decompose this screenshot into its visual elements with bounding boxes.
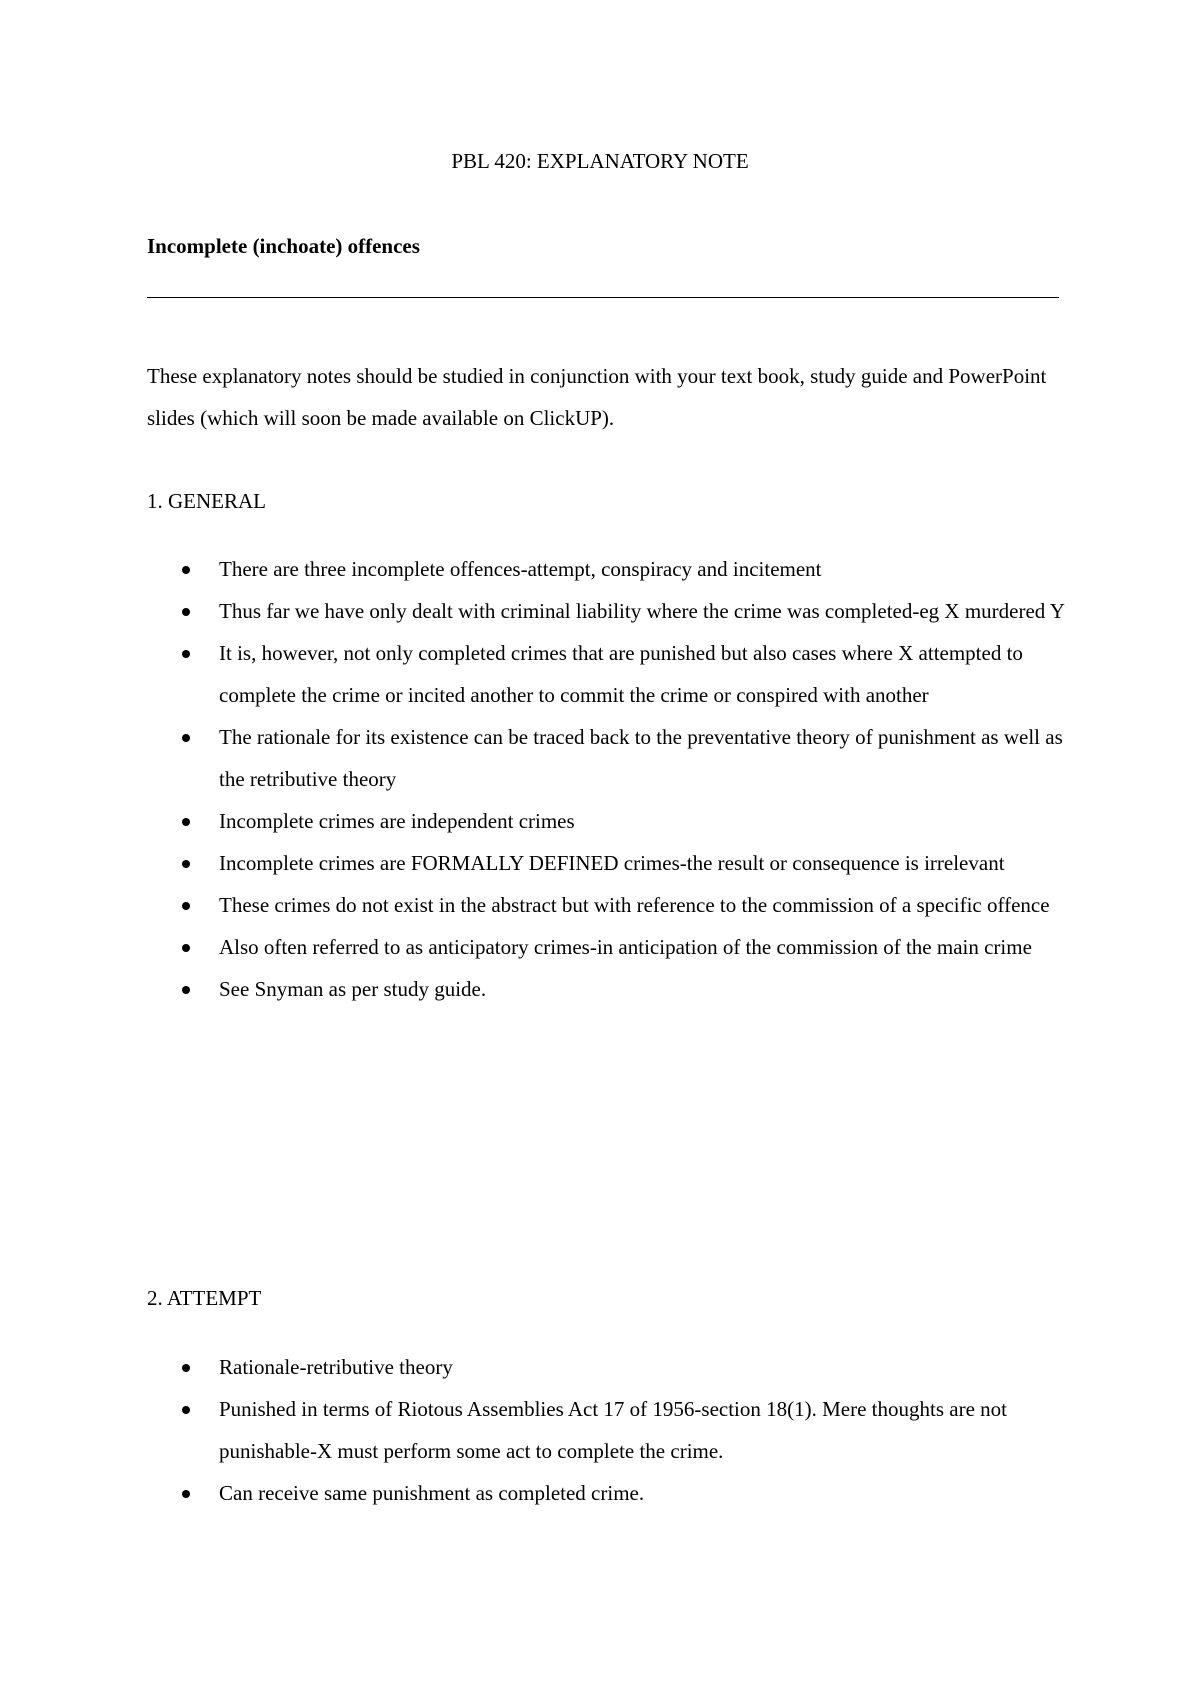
- list-item-text: See Snyman as per study guide.: [219, 977, 487, 1001]
- list-item: [147, 884, 1067, 926]
- document-title: PBL 420: EXPLANATORY NOTE: [451, 149, 749, 173]
- list-item: [147, 968, 1067, 1010]
- bullet-icon: [182, 860, 190, 868]
- bullet-icon: [182, 1490, 190, 1498]
- horizontal-rule: [147, 297, 1059, 298]
- bullet-icon: [182, 650, 190, 658]
- list-item-text: It is, however, not only completed crimes that are punished but also cases where X attempted to complete the crime or incited another to commit the crime or conspired with another: [219, 641, 1023, 707]
- bullet-icon: [182, 1406, 190, 1414]
- list-item: [147, 1472, 1067, 1514]
- list-item: [147, 1346, 1067, 1388]
- list-item: [147, 590, 1067, 632]
- bullet-icon: [182, 566, 190, 574]
- list-item: [147, 1388, 1067, 1472]
- bullet-icon: [182, 608, 190, 616]
- list-item-text: Rationale-retributive theory: [219, 1355, 453, 1379]
- list-item-text: These crimes do not exist in the abstract but with reference to the commission of a specific offence: [219, 893, 1050, 917]
- document-subtitle: Incomplete (inchoate) offences: [147, 234, 420, 258]
- section-heading-general: 1. GENERAL: [147, 489, 266, 513]
- list-item-text: Incomplete crimes are FORMALLY DEFINED crimes-the result or consequence is irrelevant: [219, 851, 1005, 875]
- bullet-icon: [182, 1364, 190, 1372]
- list-item: [147, 548, 1067, 590]
- bullet-icon: [182, 818, 190, 826]
- list-item-text: Can receive same punishment as completed crime.: [219, 1481, 645, 1505]
- list-item: [147, 842, 1067, 884]
- list-item-text: The rationale for its existence can be traced back to the preventative theory of punishment as well as the retributive theory: [219, 725, 1063, 791]
- list-item: [147, 800, 1067, 842]
- list-item-text: Punished in terms of Riotous Assemblies Act 17 of 1956-section 18(1). Mere thoughts are not punishable-X must perform some act to complete the crime.: [219, 1397, 1007, 1463]
- attempt-bullet-list: [147, 1346, 1067, 1514]
- section-heading-attempt: 2. ATTEMPT: [147, 1286, 262, 1310]
- bullet-icon: [182, 902, 190, 910]
- list-item-text: Also often referred to as anticipatory crimes-in anticipation of the commission of the main crime: [219, 935, 1032, 959]
- bullet-icon: [182, 734, 190, 742]
- list-item: [147, 926, 1067, 968]
- list-item-text: Thus far we have only dealt with criminal liability where the crime was completed-eg X murdered Y: [219, 599, 1065, 623]
- bullet-icon: [182, 944, 190, 952]
- list-item: [147, 632, 1067, 716]
- bullet-icon: [182, 986, 190, 994]
- list-item: [147, 716, 1067, 800]
- intro-paragraph: These explanatory notes should be studied in conjunction with your text book, study guide and PowerPoint slides (which will soon be made available on ClickUP).: [147, 364, 1047, 430]
- list-item-text: Incomplete crimes are independent crimes: [219, 809, 575, 833]
- general-bullet-list: [147, 548, 1067, 1010]
- list-item-text: There are three incomplete offences-attempt, conspiracy and incitement: [219, 557, 822, 581]
